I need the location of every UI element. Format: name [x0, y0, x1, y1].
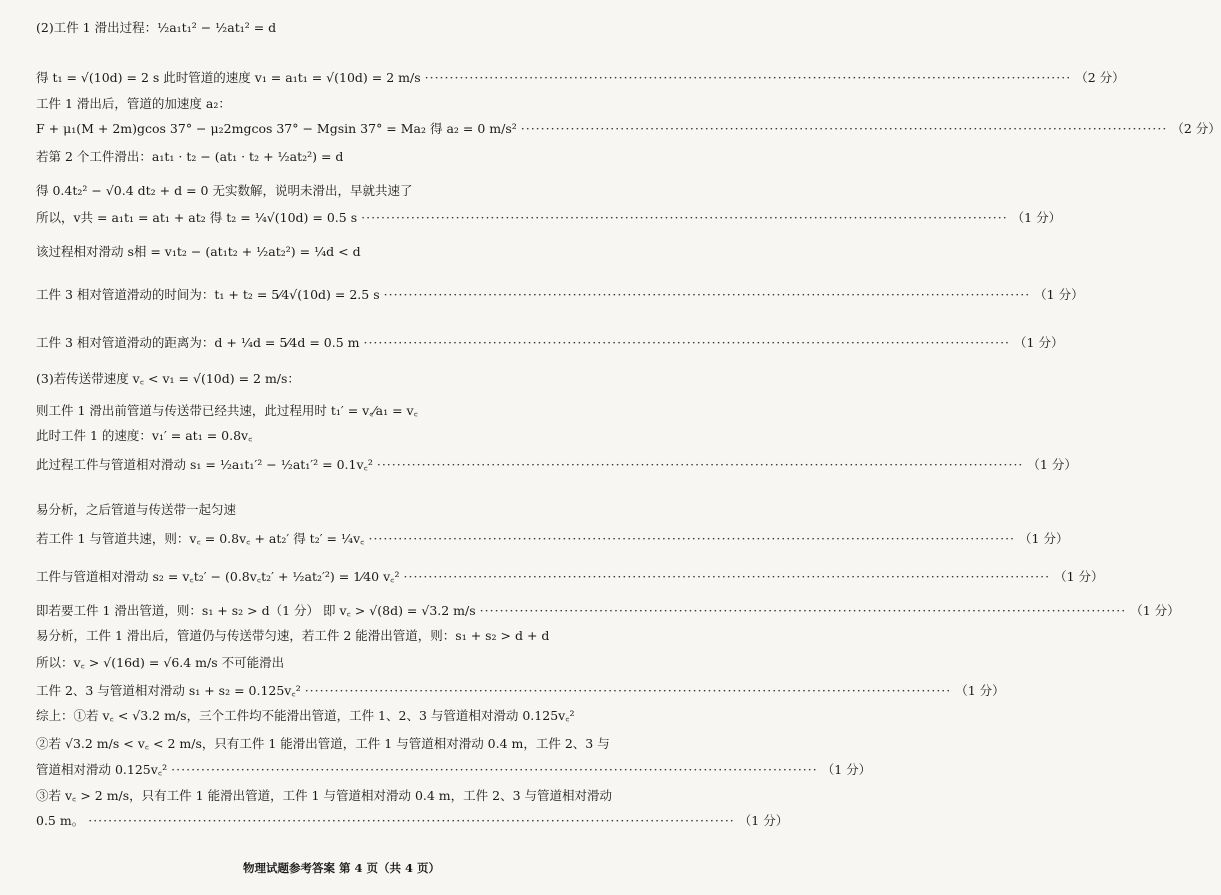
answer-line — [36, 244, 648, 260]
answer-line — [36, 531, 1069, 547]
line-text: 易分析，工件 1 滑出后，管道仍与传送带匀速，若工件 2 能滑出管道，则：s₁ + s₂ > d + d — [36, 628, 550, 643]
answer-line — [36, 371, 648, 387]
leader-dots — [88, 813, 735, 829]
answer-line — [36, 403, 648, 419]
answer-line — [36, 736, 648, 752]
page-footer: 物理试题参考答案 第 4 页（共 4 页） — [242, 861, 441, 875]
answer-line — [36, 813, 789, 829]
leader-dots — [305, 683, 952, 699]
line-text: 此过程工件与管道相对滑动 s₁ = ½a₁t₁′² − ½at₁′² = 0.1v꜀² — [36, 457, 373, 472]
score-mark: （1 分） — [1034, 287, 1084, 302]
line-text: 则工件 1 滑出前管道与传送带已经共速，此过程用时 t₁′ = v꜀⁄a₁ = v꜀ — [36, 403, 418, 418]
answer-line — [36, 655, 648, 671]
answer-line — [36, 502, 648, 518]
answer-line — [36, 628, 648, 644]
answer-line — [36, 708, 648, 724]
answer-line — [36, 121, 1221, 137]
line-text: 工件 1 滑出后，管道的加速度 a₂： — [36, 96, 231, 111]
line-text: 所以：v꜀ > √(16d) = √6.4 m/s 不可能滑出 — [36, 655, 285, 670]
line-text: 得 t₁ = √(10d) = 2 s 此时管道的速度 v₁ = a₁t₁ = √(10d) = 2 m/s — [36, 70, 421, 85]
line-text: 所以，v共 = a₁t₁ = at₁ + at₂ 得 t₂ = ¼√(10d) = 0.5 s — [36, 210, 358, 225]
line-text: F + μ₁(M + 2m)gcos 37° − μ₂2mgcos 37° − Mgsin 37° = Ma₂ 得 a₂ = 0 m/s² — [36, 121, 517, 136]
line-text: 工件与管道相对滑动 s₂ = v꜀t₂′ − (0.8v꜀t₂′ + ½at₂′²) = 1⁄40 v꜀² — [36, 569, 400, 584]
leader-dots — [363, 335, 1010, 351]
line-text: 若第 2 个工件滑出：a₁t₁ · t₂ − (at₁ · t₂ + ½at₂²) = d — [36, 149, 344, 164]
line-text: 0.5 m。 — [36, 813, 85, 828]
score-mark: （1 分） — [1054, 569, 1104, 584]
line-text: 工件 3 相对管道滑动的时间为：t₁ + t₂ = 5⁄4√(10d) = 2.5 s — [36, 287, 380, 302]
line-text: (3)若传送带速度 v꜀ < v₁ = √(10d) = 2 m/s： — [36, 371, 300, 386]
line-text: 工件 3 相对管道滑动的距离为：d + ¼d = 5⁄4d = 0.5 m — [36, 335, 360, 350]
answer-line — [36, 762, 872, 778]
answer-line — [36, 96, 648, 112]
answer-line — [36, 457, 1077, 473]
answer-line — [36, 683, 1005, 699]
leader-dots — [377, 457, 1024, 473]
score-mark: （1 分） — [821, 762, 872, 777]
score-mark: （1 分） — [1027, 457, 1077, 472]
answer-line — [36, 149, 648, 165]
line-text: 管道相对滑动 0.125v꜀² — [36, 762, 168, 777]
line-text: 该过程相对滑动 s相 = v₁t₂ − (at₁t₂ + ½at₂²) = ¼d < d — [36, 244, 361, 259]
line-text: ②若 √3.2 m/s < v꜀ < 2 m/s，只有工件 1 能滑出管道，工件 1 与管道相对滑动 0.4 m，工件 2、3 与 — [36, 736, 610, 751]
score-mark: （2 分） — [1075, 70, 1125, 85]
answer-line — [36, 70, 1125, 86]
line-text: 得 0.4t₂² − √0.4 dt₂ + d = 0 无实数解，说明未滑出，早就共速了 — [36, 183, 413, 198]
score-mark: （1 分） — [1130, 603, 1180, 618]
answer-line — [36, 210, 1062, 226]
answer-line — [36, 183, 648, 199]
line-text: 工件 2、3 与管道相对滑动 s₁ + s₂ = 0.125v꜀² — [36, 683, 301, 698]
score-mark: （2 分） — [1171, 121, 1221, 136]
answer-line — [36, 20, 648, 36]
score-mark: （1 分） — [955, 683, 1005, 698]
answer-line — [36, 603, 1180, 619]
leader-dots — [384, 287, 1031, 303]
leader-dots — [404, 569, 1051, 585]
line-text: ③若 v꜀ > 2 m/s，只有工件 1 能滑出管道，工件 1 与管道相对滑动 0.4 m，工件 2、3 与管道相对滑动 — [36, 788, 613, 803]
score-mark: （1 分） — [738, 813, 789, 828]
line-text: 易分析，之后管道与传送带一起匀速 — [36, 502, 237, 517]
answer-line — [36, 788, 648, 804]
leader-dots — [521, 121, 1168, 137]
score-mark: （1 分） — [1019, 531, 1069, 546]
line-text: (2)工件 1 滑出过程：½a₁t₁² − ½at₁² = d — [36, 20, 277, 35]
score-mark: （1 分） — [1011, 210, 1062, 225]
answer-line — [36, 335, 1064, 351]
line-text: 若工件 1 与管道共速，则：v꜀ = 0.8v꜀ + at₂′ 得 t₂′ = ¼v꜀ — [36, 531, 365, 546]
score-mark: （1 分） — [1014, 335, 1064, 350]
leader-dots — [361, 210, 1008, 226]
leader-dots — [171, 762, 818, 778]
answer-line — [36, 569, 1104, 585]
leader-dots — [368, 531, 1015, 547]
answer-line — [36, 428, 648, 444]
line-text: 综上：①若 v꜀ < √3.2 m/s，三个工件均不能滑出管道，工件 1、2、3 与管道相对滑动 0.125v꜀² — [36, 708, 575, 723]
leader-dots — [480, 603, 1127, 619]
leader-dots — [425, 70, 1072, 86]
line-text: 即若要工件 1 滑出管道，则：s₁ + s₂ > d（1 分） 即 v꜀ > √(8d) = √3.2 m/s — [36, 603, 476, 618]
answer-line — [36, 287, 1084, 303]
line-text: 此时工件 1 的速度：v₁′ = at₁ = 0.8v꜀ — [36, 428, 253, 443]
